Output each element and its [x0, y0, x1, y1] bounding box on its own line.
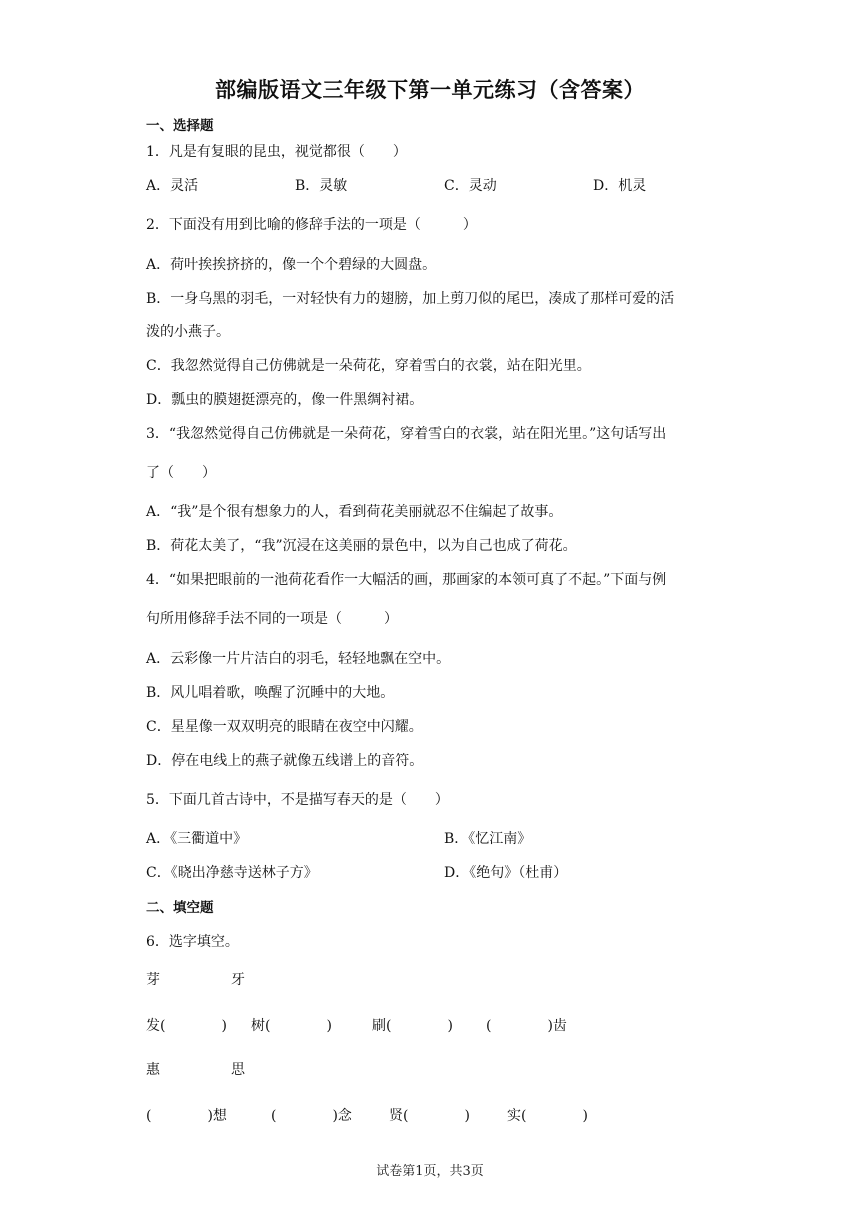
- question-3-option-a: A．“我”是个很有想象力的人，看到荷花美丽就忍不住编起了故事。: [146, 504, 563, 520]
- question-3-stem: 3．“我忽然觉得自己仿佛就是一朵荷花，穿着雪白的衣裳，站在阳光里。”这句话写出: [146, 426, 667, 442]
- question-4-option-c: C．星星像一双双明亮的眼睛在夜空中闪耀。: [146, 719, 423, 735]
- question-5-option-a: A．《三衢道中》: [146, 831, 248, 847]
- question-6-char-ya-sprout: 芽: [146, 972, 160, 988]
- question-6-blank-6[interactable]: ( )念: [271, 1108, 352, 1124]
- question-4-option-a: A．云彩像一片片洁白的羽毛，轻轻地飘在空中。: [146, 651, 451, 667]
- question-2-option-b: B．一身乌黑的羽毛，一对轻快有力的翅膀，加上剪刀似的尾巴，凑成了那样可爱的活: [146, 291, 675, 307]
- question-6-char-si: 思: [231, 1062, 245, 1078]
- question-5-option-d: D．《绝句》（杜甫）: [444, 865, 568, 881]
- question-4-stem-cont: 句所用修辞手法不同的一项是（ ）: [146, 611, 398, 627]
- question-1-option-d: D．机灵: [593, 178, 647, 194]
- question-1-option-c: C．灵动: [444, 178, 497, 194]
- question-5-option-c: C．《晓出净慈寺送林子方》: [146, 865, 318, 881]
- question-4-option-b: B．风儿唱着歌，唤醒了沉睡中的大地。: [146, 685, 395, 701]
- question-6-char-hui: 惠: [146, 1062, 160, 1078]
- question-2-option-b-cont: 泼的小燕子。: [146, 324, 230, 340]
- question-2-stem: 2．下面没有用到比喻的修辞手法的一项是（ ）: [146, 217, 477, 233]
- section-heading-choice: 一、选择题: [146, 118, 214, 134]
- page-footer: 试卷第1页，共3页: [376, 1164, 484, 1179]
- section-heading-fill: 二、填空题: [146, 900, 214, 916]
- question-4-option-d: D．停在电线上的燕子就像五线谱上的音符。: [146, 753, 424, 769]
- question-3-option-b: B．荷花太美了，“我”沉浸在这美丽的景色中，以为自己也成了荷花。: [146, 538, 577, 554]
- question-6-blank-2[interactable]: 树( ): [251, 1018, 332, 1034]
- question-6-blank-5[interactable]: ( )想: [146, 1108, 227, 1124]
- question-1-option-b: B．灵敏: [295, 178, 348, 194]
- question-6-blank-3[interactable]: 刷( ): [372, 1018, 453, 1034]
- question-6-char-ya-tooth: 牙: [231, 972, 245, 988]
- question-2-option-c: C．我忽然觉得自己仿佛就是一朵荷花，穿着雪白的衣裳，站在阳光里。: [146, 358, 591, 374]
- question-6-blank-1[interactable]: 发( ): [146, 1018, 227, 1034]
- question-6-blank-4[interactable]: ( )齿: [486, 1018, 567, 1034]
- question-2-option-a: A．荷叶挨挨挤挤的，像一个个碧绿的大圆盘。: [146, 257, 437, 273]
- question-1-option-a: A．灵活: [146, 178, 199, 194]
- question-3-stem-cont: 了（ ）: [146, 465, 216, 481]
- question-6-stem: 6．选字填空。: [146, 934, 239, 950]
- question-6-blank-7[interactable]: 贤( ): [389, 1108, 470, 1124]
- question-2-option-d: D．瓢虫的膜翅挺漂亮的，像一件黑绸衬裙。: [146, 392, 424, 408]
- question-6-blank-8[interactable]: 实( ): [507, 1108, 588, 1124]
- question-5-option-b: B．《忆江南》: [444, 831, 532, 847]
- question-1-stem: 1．凡是有复眼的昆虫，视觉都很（ ）: [146, 144, 407, 160]
- question-5-stem: 5．下面几首古诗中，不是描写春天的是（ ）: [146, 792, 449, 808]
- question-4-stem: 4．“如果把眼前的一池荷花看作一大幅活的画，那画家的本领可真了不起。”下面与例: [146, 572, 667, 588]
- page-title: 部编版语文三年级下第一单元练习（含答案）: [215, 78, 645, 102]
